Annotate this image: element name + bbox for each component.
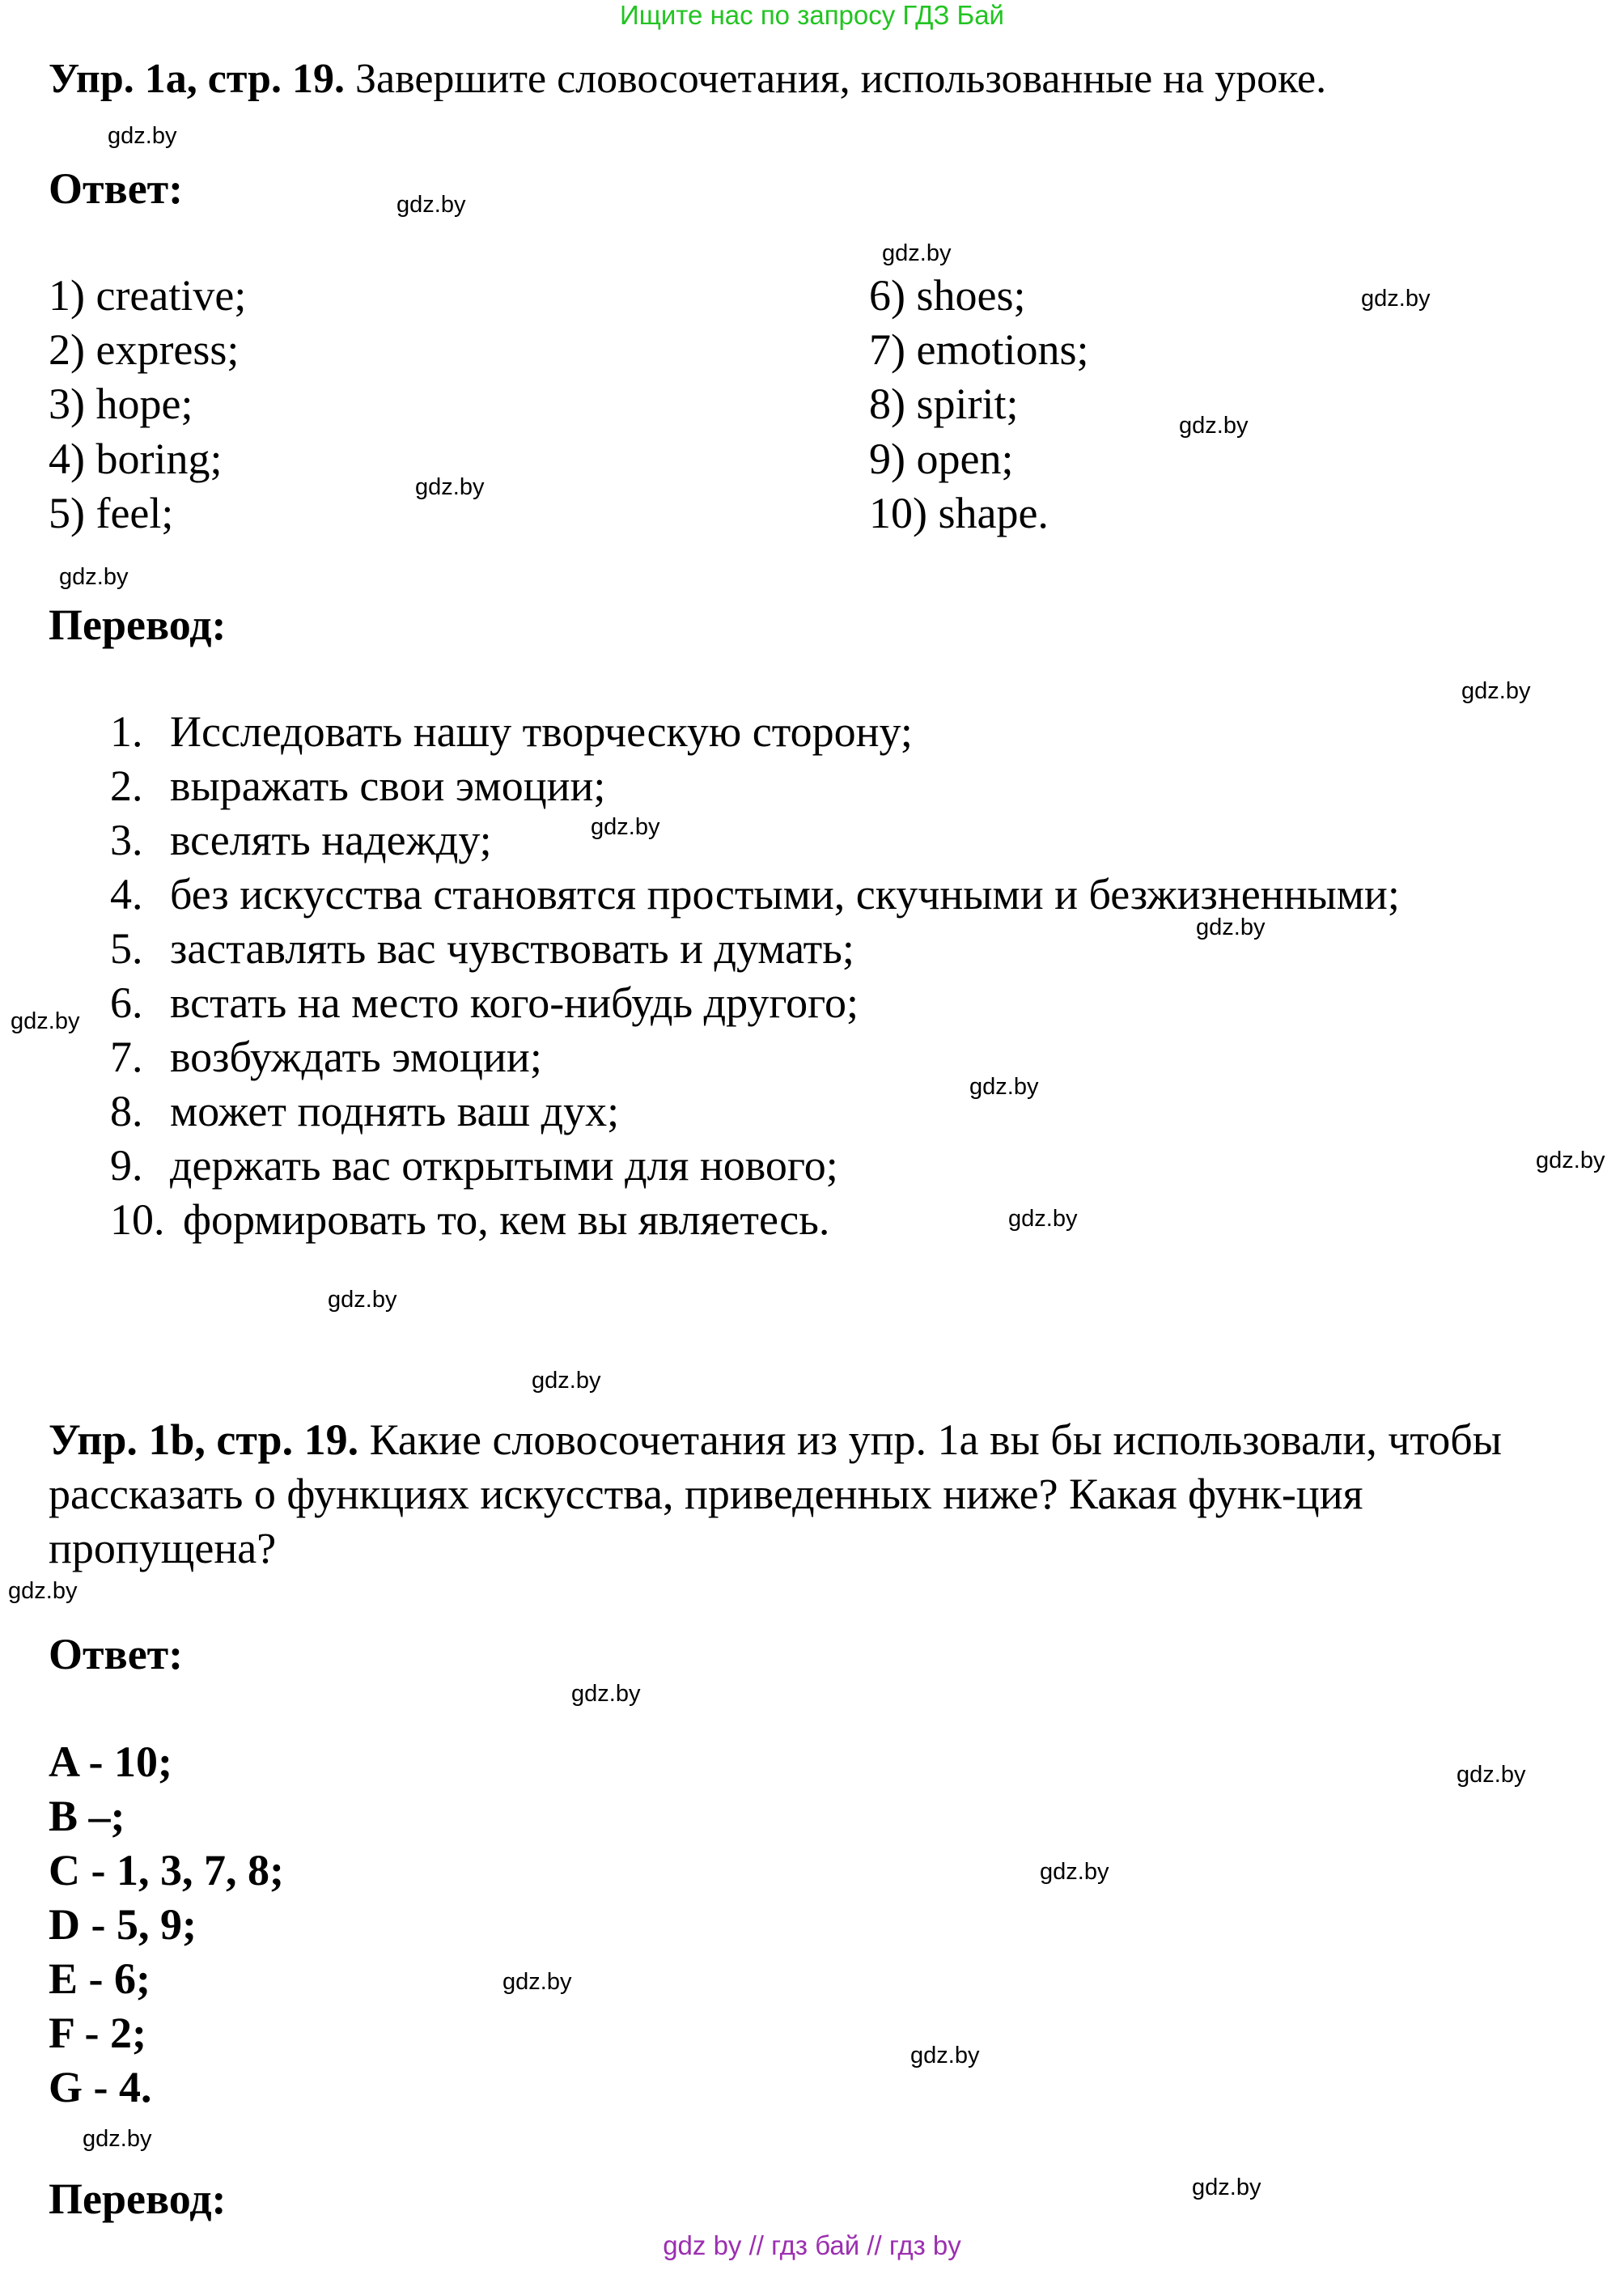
answer-item: 7) emotions; [869,325,1089,374]
answer-item: 6) shoes; [869,271,1026,320]
watermark: gdz.by [8,1578,78,1604]
top-banner: Ищите нас по запросу ГДЗ Бай [620,0,1004,30]
watermark: gdz.by [396,192,466,218]
translation-number: 7. [110,1033,143,1081]
watermark: gdz.by [59,564,129,590]
exercise-1b-translation-heading: Перевод: [49,2175,227,2223]
watermark: gdz.by [1179,413,1249,439]
exercise-1a-task: Завершите словосочетания, использованные на уроке. [344,56,1327,102]
translation-item: может поднять ваш дух; [170,1087,620,1135]
translation-number: 10. [110,1195,165,1244]
exercise-1a-translation-heading: Перевод: [49,600,227,649]
translation-number: 5. [110,924,143,973]
footer-links[interactable]: gdz by // гдз бай // гдз by [663,2230,961,2260]
translation-number: 6. [110,978,143,1027]
translation-item: вселять надежду; [170,816,492,864]
watermark: gdz.by [969,1074,1039,1100]
translation-item: встать на место кого-нибудь другого; [170,978,859,1027]
translation-number: 1. [110,707,143,756]
watermark: gdz.by [1536,1148,1605,1173]
watermark: gdz.by [1461,678,1531,704]
watermark: gdz.by [328,1287,397,1313]
translation-number: 8. [110,1087,143,1135]
answer-item: B –; [49,1792,125,1840]
answer-item: 9) open; [869,435,1014,483]
answer-item: D - 5, 9; [49,1900,197,1949]
answer-item: 10) shape. [869,489,1049,537]
watermark: gdz.by [1040,1859,1109,1885]
translation-number: 9. [110,1141,143,1190]
watermark: gdz.by [11,1008,80,1034]
answer-item: 1) creative; [49,271,247,320]
watermark: gdz.by [571,1681,641,1707]
answer-item: 3) hope; [49,380,193,428]
answer-item: 5) feel; [49,489,174,537]
exercise-1b-task: Какие словосочетания из упр. 1а вы бы использовали, чтобы рассказать о функциях искусства, приведенных ниже? Какая функ-ция пропущена? [49,1415,1503,1572]
exercise-1a-label: Упр. 1a, стр. 19. [49,56,345,102]
watermark: gdz.by [1196,914,1266,940]
translation-item: возбуждать эмоции; [170,1033,542,1081]
answer-item: F - 2; [49,2009,146,2057]
translation-item: выражать свои эмоции; [170,762,606,810]
answer-item: 2) express; [49,325,240,374]
watermark: gdz.by [1361,286,1431,312]
translation-item: формировать то, кем вы являетесь. [183,1195,830,1244]
translation-item: держать вас открытыми для нового; [170,1141,838,1190]
watermark: gdz.by [532,1368,601,1394]
answer-item: 4) boring; [49,435,223,483]
watermark: gdz.by [882,240,952,266]
exercise-1b-heading [49,1413,1554,1576]
translation-number: 3. [110,816,143,864]
translation-item: заставлять вас чувствовать и думать; [170,924,854,973]
translation-item: Исследовать нашу творческую сторону; [170,707,913,756]
exercise-1a-heading [49,58,1326,100]
watermark: gdz.by [108,123,177,149]
translation-number: 4. [110,870,143,919]
watermark: gdz.by [502,1969,572,1995]
watermark: gdz.by [591,814,660,840]
watermark: gdz.by [415,474,485,500]
exercise-1a-answer-heading: Ответ: [49,164,184,213]
answer-item: E - 6; [49,1954,151,2003]
answer-item: G - 4. [49,2063,152,2111]
watermark: gdz.by [1192,2175,1261,2200]
exercise-1b-answer-heading: Ответ: [49,1630,184,1678]
watermark: gdz.by [83,2126,152,2152]
watermark: gdz.by [1008,1206,1078,1232]
watermark: gdz.by [910,2043,980,2068]
answer-item: 8) spirit; [869,380,1019,428]
translation-item: без искусства становятся простыми, скучными и безжизненными; [170,870,1400,919]
watermark: gdz.by [1457,1762,1526,1788]
answer-item: C - 1, 3, 7, 8; [49,1846,284,1894]
answer-item: A - 10; [49,1738,172,1786]
translation-number: 2. [110,762,143,810]
exercise-1b-label: Упр. 1b, стр. 19. [49,1415,359,1464]
